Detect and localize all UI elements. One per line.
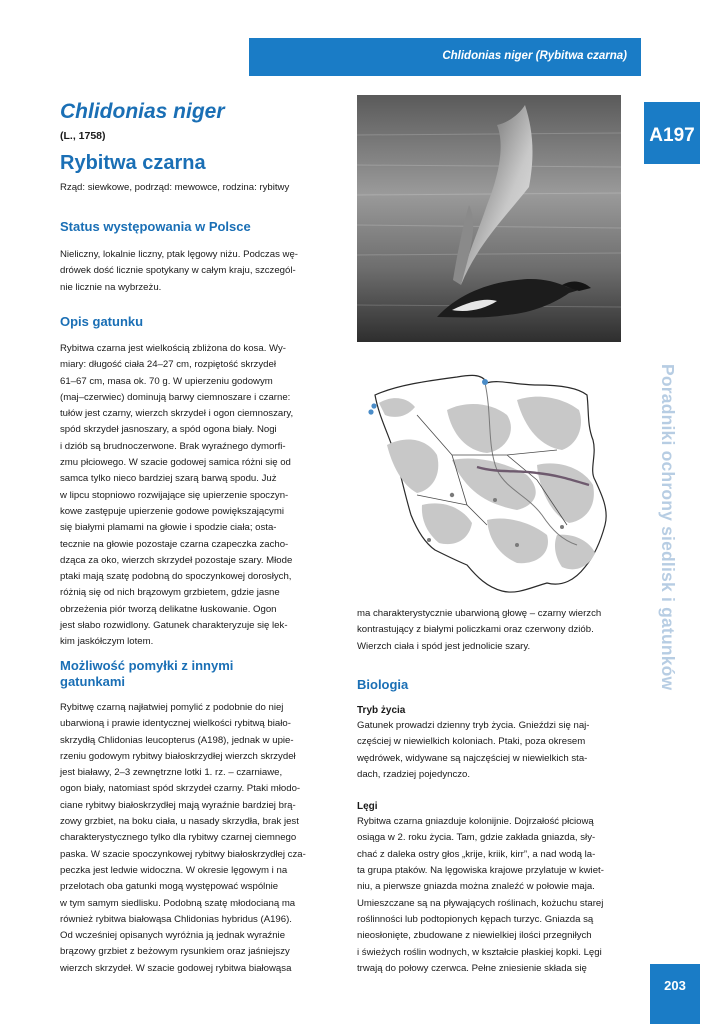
continuation-line: Wierzch ciała i spód jest jednolicie szary. [357, 640, 531, 652]
description-line: spód skrzydeł jasnoszary, a spód ogona biały. Nogi [60, 424, 277, 436]
lifestyle-line: wędrówek, widywane są najczęściej w niewielkich sta- [357, 752, 588, 764]
description-line: (maj–czerwiec) dominują barwy ciemnoszare i czarne: [60, 391, 291, 403]
description-line: i dziób są brudnoczerwone. Brak wyraźnego dymorfi- [60, 440, 286, 452]
lifestyle-line: częściej w niewielkich koloniach. Ptaki, poza okresem [357, 736, 586, 748]
lifestyle-line: dach, rzadziej pojedynczo. [357, 768, 471, 780]
confusion-line: ciane rybitwy białoskrzydłej mają wyraźnie bardziej brą- [60, 799, 296, 811]
status-line: Nieliczny, lokalnie liczny, ptak lęgowy niżu. Podczas wę- [60, 249, 298, 260]
description-body [60, 341, 323, 651]
lifestyle-line: Gatunek prowadzi dzienny tryb życia. Gnieździ się naj- [357, 720, 590, 731]
author-citation: (L., 1758) [60, 130, 106, 142]
description-line: zmu płciowego. W szacie godowej samica różni się od [60, 457, 291, 469]
biology-section [357, 677, 622, 977]
description-line: w lipcu stopniowo rozwijające się upierzenie spoczyn- [60, 489, 289, 501]
poland-map [357, 355, 622, 605]
species-code: A197 [649, 125, 695, 146]
confusion-line: skrzydłą Chlidonias leucopterus (A198), jednak w upie- [60, 734, 294, 746]
side-label [650, 364, 690, 774]
confusion-line: zowy grzbiet, na boku ciała, u nasady skrzydła, brak jest [60, 816, 299, 828]
confusion-heading [60, 658, 323, 690]
continuation-line: kontrastujący z białymi policzkami oraz czerwony dziób. [357, 624, 594, 636]
status-line: nie licznie na wybrzeżu. [60, 281, 162, 293]
breeding-line: nieosłonięte, zbudowane z niewielkiej ilości przegniłych [357, 930, 592, 942]
side-label-text: Poradniki ochrony siedlisk i gatunków [658, 364, 678, 691]
lifestyle-subheading: Tryb życia [357, 705, 406, 716]
status-heading: Status występowania w Polsce [60, 219, 251, 234]
confusion-line: Rybitwę czarną najłatwiej pomylić z podobnie do niej [60, 702, 284, 713]
confusion-line: paska. W szacie spoczynkowej rybitwy białoskrzydłej cza- [60, 848, 306, 860]
description-heading: Opis gatunku [60, 314, 144, 329]
status-section [60, 219, 323, 296]
biology-heading: Biologia [357, 677, 409, 692]
distribution-map [357, 355, 622, 605]
confusion-line: w tym samym siedlisku. Podobną szatę młodocianą ma [60, 897, 296, 909]
page-number: 203 [664, 978, 686, 993]
bird-photo [357, 95, 621, 342]
lifestyle-body [357, 718, 622, 783]
polish-name: Rybitwa czarna [60, 152, 206, 174]
confusion-heading-line: gatunkami [60, 674, 126, 689]
breeding-subheading: Lęgi [357, 801, 378, 813]
description-line: dząca za oko, wierzch skrzydeł pozostaje szary. Młode [60, 554, 293, 566]
confusion-line: Od wcześniej opisanych wyróżnia ją jednak wyraźnie [60, 930, 286, 942]
description-line: tecznie na głowie pozostaje czarna czapeczka zacho- [60, 538, 289, 550]
latin-name: Chlidonias niger [60, 100, 225, 123]
confusion-line: rzeniu godowym rybitwy białoskrzydłej wierzch skrzydeł [60, 750, 296, 762]
description-line: jest słabo rozwidlony. Gatunek charakteryzuje się lek- [60, 620, 288, 632]
confusion-heading-line: Możliwość pomyłki z innymi [60, 658, 234, 673]
breeding-line: niu, a pierwsze gniazda można znaleźć w połowie maja. [357, 881, 595, 893]
breeding-line: osiąga w 2. roku życia. Tam, gdzie zakłada gniazda, sły- [357, 832, 596, 844]
confusion-line: również rybitwa białowąsa Chlidonias hybridus (A196). [60, 913, 292, 925]
description-line: samca tylko nieco bardziej szarą barwą spodu. Już [60, 473, 277, 485]
confusion-line: przelotach oba gatunki mogą występować wspólnie [60, 881, 279, 893]
description-line: miary: długość ciała 24–27 cm, rozpiętość skrzydeł [60, 359, 276, 371]
description-section [60, 314, 323, 651]
species-code-tab [644, 102, 700, 164]
description-line: Rybitwa czarna jest wielkością zbliżona do kosa. Wy- [60, 343, 286, 354]
confusion-line: charakterystycznego tylko dla rybitwy czarnej ciemnego [60, 832, 297, 844]
description-line: tułów jest czarny, wierzch skrzydeł i ogon ciemnoszary, [60, 408, 294, 420]
description-line: obrzeżenia piór tworzą delikatne łuskowanie. Ogon [60, 603, 277, 615]
breeding-body [357, 814, 622, 977]
running-header [249, 38, 641, 76]
confusion-line: peczka jest ledwie widoczna. W okresie lęgowym i na [60, 864, 288, 876]
running-title: Chlidonias niger (Rybitwa czarna) [442, 50, 627, 62]
confusion-line: jest białawy, 2–3 zewnętrzne lotki 1. rz. – czarniawe, [60, 767, 283, 779]
status-body [60, 247, 323, 296]
taxonomy: Rząd: siewkowe, podrząd: mewowce, rodzina: rybitwy [60, 182, 290, 193]
black-tern-illustration [357, 95, 621, 342]
description-line: się białymi plamami na głowie i spodzie ciała; osta- [60, 522, 277, 534]
breeding-line: roślinności lub podtopionych kępach turzyc. Gniazda są [357, 913, 594, 925]
breeding-line: Umieszczane są na pływających roślinach, kożuchu starej [357, 897, 604, 909]
continuation-line: ma charakterystycznie ubarwioną głowę – czarny wierzch [357, 608, 602, 619]
status-line: drówek dość licznie spotykany w całym kraju, szczegól- [60, 265, 296, 277]
breeding-line: Rybitwa czarna gniazduje kolonijnie. Dojrzałość płciową [357, 816, 594, 828]
page-number-box [650, 964, 700, 1024]
description-line: ptaki mają szatę podobną do spoczynkowej dorosłych, [60, 571, 292, 583]
confusion-section [60, 658, 323, 977]
breeding-line: trwają do połowy czerwca. Pełne zniesienie składa się [357, 962, 587, 974]
confusion-line: wierzch skrzydeł. W szacie godowej rybitwa białowąsa [60, 962, 292, 974]
confusion-line: ubarwioną i prawie identycznej wielkości rybitwą biało- [60, 718, 291, 730]
description-line: 61–67 cm, masa ok. 70 g. W upierzeniu godowym [60, 375, 273, 387]
confusion-body [60, 700, 323, 977]
confusion-line: brązowy grzbiet z beżowym rysunkiem oraz jaśniejszy [60, 946, 290, 958]
description-line: różnią się od nich brązowym grzbietem, gdzie jasne [60, 587, 280, 599]
description-line: kowe zastępuje upierzenie godowe powiększającymi [60, 505, 284, 517]
confusion-continuation [357, 606, 622, 655]
breeding-line: ta grupa ptaków. Na lęgowiska krajowe przylatuje w kwiet- [357, 865, 604, 877]
description-line: kim jaskółczym lotem. [60, 636, 154, 648]
confusion-line: ogon biały, natomiast spód skrzydeł czarny. Ptaki młodo- [60, 783, 301, 795]
breeding-line: i świeżych roślin wodnych, w kształcie płaskiej kopki. Lęgi [357, 946, 602, 958]
breeding-line: chać z daleka ostry głos „krije, kriik, kirr”, a nad wodą la- [357, 848, 596, 860]
